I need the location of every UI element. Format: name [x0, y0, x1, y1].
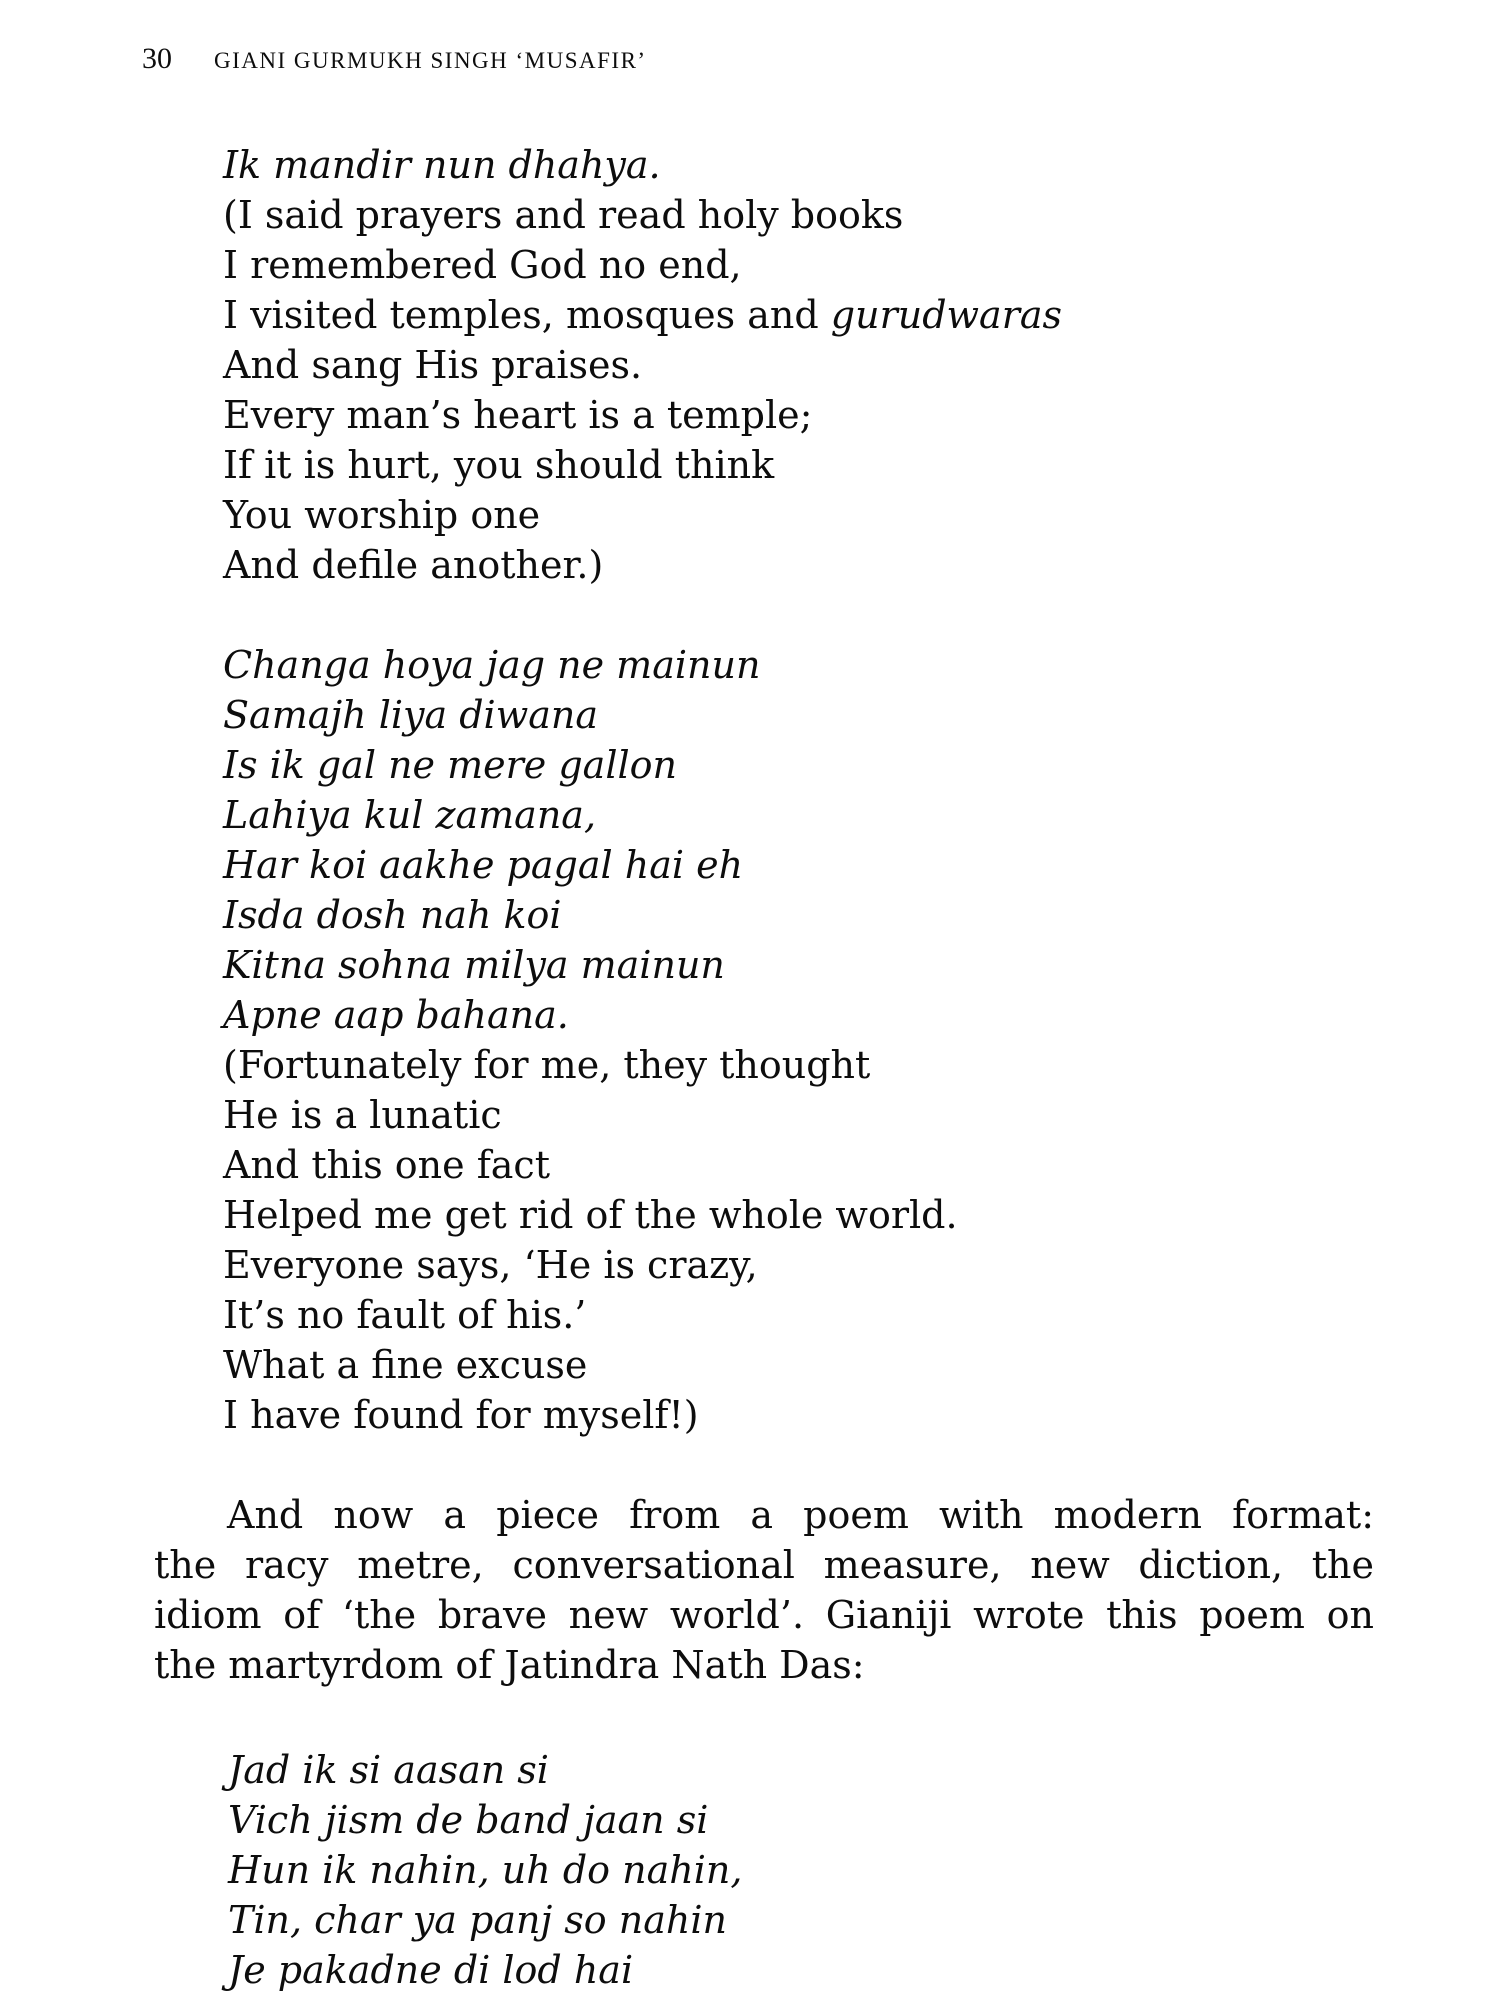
verse-line-text: And this one fact [223, 1143, 550, 1187]
verse-line [228, 1895, 742, 1945]
verse-line [223, 440, 1062, 490]
verse-line-text: Har koi aakhe pagal hai eh [223, 843, 744, 887]
verse-line-text: Everyone says, ‘He is crazy, [223, 1243, 758, 1287]
verse-line [223, 240, 1062, 290]
verse-line-text: Samajh liya diwana [223, 693, 599, 737]
verse-line [223, 490, 1062, 540]
verse-line-text: He is a lunatic [223, 1093, 502, 1137]
verse-line-text: Lahiya kul zamana, [223, 793, 597, 837]
verse-line [228, 1845, 742, 1895]
verse-line-text: Hun ik nahin, uh do nahin, [228, 1848, 743, 1892]
verse-line [223, 840, 958, 890]
verse-line-text: And sang His praises. [223, 343, 643, 387]
verse-line [223, 140, 1062, 190]
verse-line-text: Changa hoya jag ne mainun [223, 643, 761, 687]
verse-line [228, 1795, 742, 1845]
verse-line [228, 1745, 742, 1795]
verse-line [223, 740, 958, 790]
verse-line-text: Isda dosh nah koi [223, 893, 562, 937]
verse-line-text: Apne aap bahana. [223, 993, 569, 1037]
running-title: GIANI GURMUKH SINGH ‘MUSAFIR’ [214, 48, 647, 73]
verse-line-text: And defile another.) [223, 543, 604, 587]
verse-line-text: Ik mandir nun dhahya. [223, 143, 661, 187]
prose-line: the martyrdom of Jatindra Nath Das: [154, 1643, 865, 1687]
verse-line [223, 790, 958, 840]
verse-line-text: Je pakadne di lod hai [228, 1948, 634, 1992]
verse-line [223, 640, 958, 690]
verse-line-text: It’s no fault of his.’ [223, 1293, 587, 1337]
verse-line-text: I visited temples, mosques and [223, 293, 831, 337]
verse-line-text: If it is hurt, you should think [223, 443, 775, 487]
verse-line-text: What a fine excuse [223, 1343, 588, 1387]
verse-line [223, 690, 958, 740]
verse-line [228, 1945, 742, 1995]
verse-line [223, 1240, 958, 1290]
verse-line [223, 290, 1062, 340]
verse-line [223, 1390, 958, 1440]
verse-line [223, 890, 958, 940]
verse-line-text: I have found for myself!) [223, 1393, 699, 1437]
verse-line [223, 540, 1062, 590]
verse-line-text: Helped me get rid of the whole world. [223, 1193, 958, 1237]
verse-stanza-2 [223, 640, 958, 1440]
verse-line [223, 990, 958, 1040]
verse-line-text: Is ik gal ne mere gallon [223, 743, 677, 787]
verse-line [223, 1190, 958, 1240]
verse-line-text: Jad ik si aasan si [228, 1748, 549, 1792]
verse-line-text: Vich jism de band jaan si [228, 1798, 709, 1842]
verse-line [223, 1040, 958, 1090]
page-number: 30 [142, 42, 172, 75]
prose-line: And now a piece from a poem with modern format: [227, 1493, 1374, 1537]
running-head [142, 42, 647, 82]
prose-line: idiom of ‘the brave new world’. Gianiji wrote this poem on [154, 1593, 1374, 1637]
verse-line [223, 190, 1062, 240]
verse-line [223, 1140, 958, 1190]
verse-line [223, 1340, 958, 1390]
prose-line: the racy metre, conversational measure, new diction, the [154, 1543, 1374, 1587]
verse-line [223, 1090, 958, 1140]
verse-line-text: Tin, char ya panj so nahin [228, 1898, 727, 1942]
verse-line-text: You worship one [223, 493, 541, 537]
verse-line-italic-word: gurudwaras [830, 293, 1063, 337]
verse-stanza-3 [228, 1745, 742, 1995]
verse-line-text: (Fortunately for me, they thought [223, 1043, 871, 1087]
verse-line [223, 340, 1062, 390]
verse-line-text: I remembered God no end, [223, 243, 742, 287]
verse-line-text: Every man’s heart is a temple; [223, 393, 813, 437]
verse-stanza-1 [223, 140, 1062, 590]
verse-line [223, 940, 958, 990]
prose-paragraph [154, 1490, 1374, 1690]
verse-line-text: Kitna sohna milya mainun [223, 943, 725, 987]
verse-line [223, 1290, 958, 1340]
verse-line [223, 390, 1062, 440]
verse-line-text: (I said prayers and read holy books [223, 193, 904, 237]
